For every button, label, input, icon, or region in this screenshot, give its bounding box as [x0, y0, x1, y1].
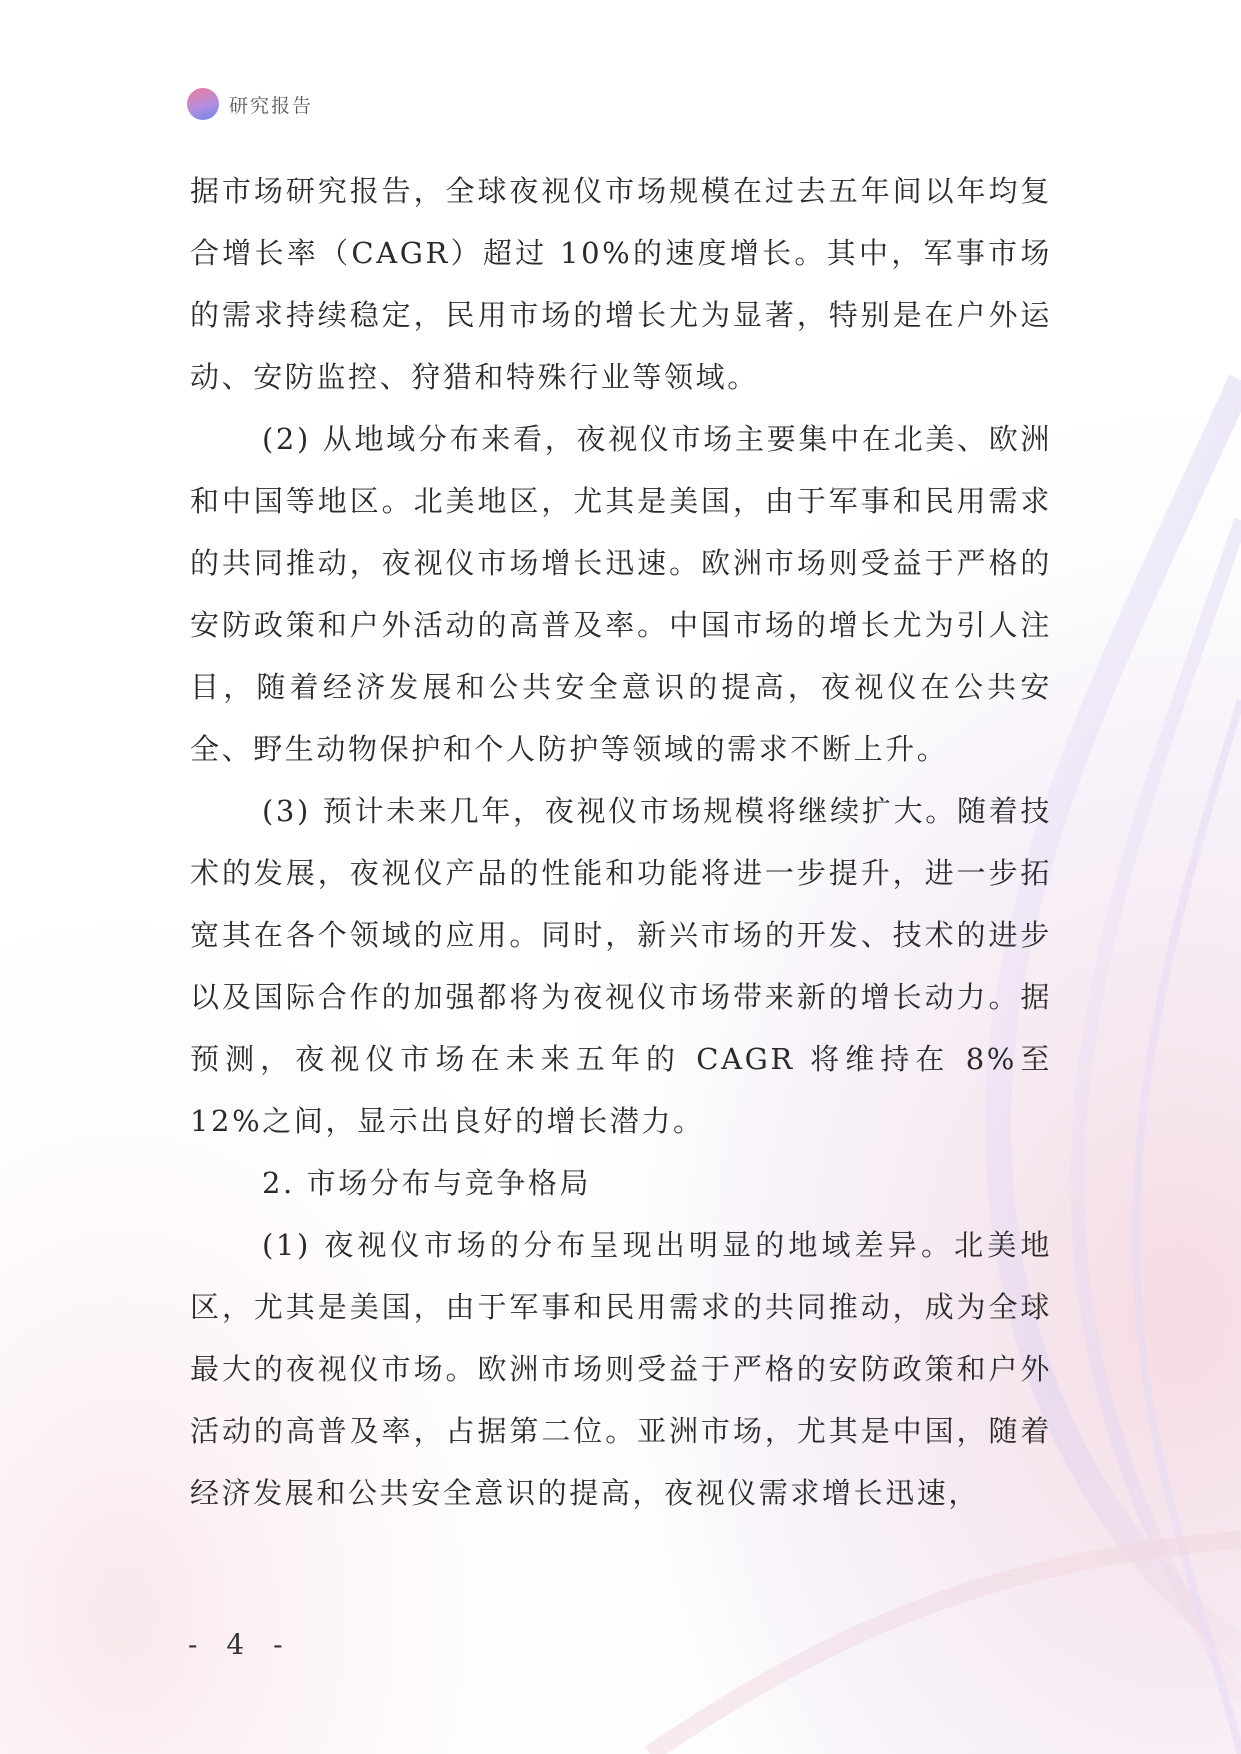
document-body — [190, 160, 1052, 1524]
paragraph: 据市场研究报告，全球夜视仪市场规模在过去五年间以年均复合增长率（CAGR）超过 10%的速度增长。其中，军事市场的需求持续稳定，民用市场的增长尤为显著，特别是在户外运动、安防监控、狩猎和特殊行业等领域。 — [190, 174, 1052, 394]
logo-icon — [187, 88, 219, 120]
page-number: - 4 - — [188, 1628, 293, 1661]
paragraph: (2) 从地域分布来看，夜视仪市场主要集中在北美、欧洲和中国等地区。北美地区，尤其是美国，由于军事和民用需求的共同推动，夜视仪市场增长迅速。欧洲市场则受益于严格的安防政策和户外活动的高普及率。中国市场的增长尤为引人注目，随着经济发展和公共安全意识的提高，夜视仪在公共安全、野生动物保护和个人防护等领域的需求不断上升。 — [190, 422, 1052, 766]
paragraph: (1) 夜视仪市场的分布呈现出明显的地域差异。北美地区，尤其是美国，由于军事和民用需求的共同推动，成为全球最大的夜视仪市场。欧洲市场则受益于严格的安防政策和户外活动的高普及率，占据第二位。亚洲市场，尤其是中国，随着经济发展和公共安全意识的提高，夜视仪需求增长迅速， — [190, 1228, 1052, 1510]
header-label: 研究报告 — [229, 94, 314, 117]
section-heading: 2. 市场分布与竞争格局 — [262, 1166, 592, 1200]
paragraph: (3) 预计未来几年，夜视仪市场规模将继续扩大。随着技术的发展，夜视仪产品的性能和功能将进一步提升，进一步拓宽其在各个领域的应用。同时，新兴市场的开发、技术的进步以及国际合作的加强都将为夜视仪市场带来新的增长动力。据预测，夜视仪市场在未来五年的 CAGR 将维持在 8%至 12%之间，显示出良好的增长潜力。 — [190, 794, 1052, 1138]
report-header — [187, 88, 313, 120]
